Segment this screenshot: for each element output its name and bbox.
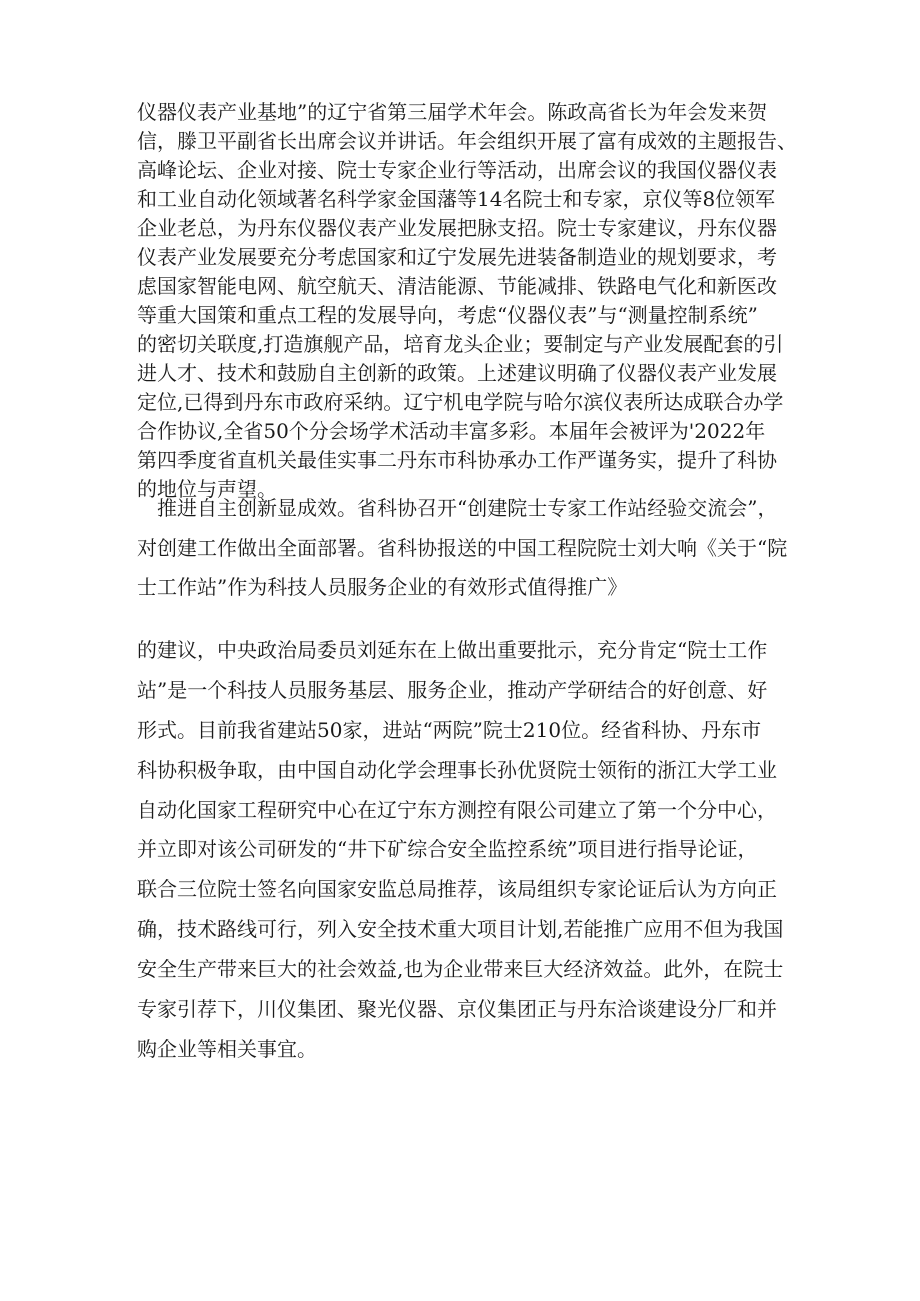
text-line: 的建议，中央政治局委员刘延东在上做出重要批示，充分肯定“院士工作	[137, 638, 768, 662]
text-line: 联合三位院士签名向国家安监总局推荐，该局组织专家论证后认为方向正	[137, 877, 777, 902]
text-line: 企业老总，为丹东仪器仪表产业发展把脉支招。院士专家建议，丹东仪器	[137, 216, 777, 240]
text-line: 定位,已得到丹东市政府采纳。辽宁机电学院与哈尔滨仪表所达成联合办学	[137, 390, 784, 414]
text-line: 形式。目前我省建站50家，进站“两院”院士210位。经省科协、丹东市	[137, 717, 762, 742]
text-line: 士工作站”作为科技人员服务企业的有效形式值得推广》	[137, 575, 628, 600]
text-line: 科协积极争取，由中国自动化学会理事长孙优贤院士领衔的浙江大学工业	[137, 757, 777, 782]
text-line: 推进自主创新显成效。省科协召开“创建院士专家工作站经验交流会”，	[157, 496, 778, 520]
text-line: 购企业等相关事宜。	[137, 1036, 317, 1061]
text-line: 合作协议,全省50个分会场学术活动丰富多彩。本届年会被评为'2022年	[137, 419, 766, 443]
text-line: 确，技术路线可行，列入安全技术重大项目计划,若能推广应用不但为我国	[137, 917, 784, 942]
text-line: 专家引荐下，川仪集团、聚光仪器、京仪集团正与丹东洽谈建设分厂和并	[137, 997, 777, 1022]
text-line: 的密切关联度,打造旗舰产品，培育龙头企业；要制定与产业发展配套的引	[137, 332, 784, 356]
text-line: 仪器仪表产业基地”的辽宁省第三届学术年会。陈政高省长为年会发来贺	[137, 100, 768, 124]
text-line: 仪表产业发展要充分考虑国家和辽宁发展先进装备制造业的规划要求，考	[137, 245, 777, 269]
paragraph-innovation-intro	[137, 489, 801, 608]
text-line: 信，滕卫平副省长出席会议并讲话。年会组织开展了富有成效的主题报告、	[137, 129, 797, 153]
text-line: 高峰论坛、企业对接、院士专家企业行等活动，出席会议的我国仪器仪表	[137, 158, 777, 182]
text-line: 的地位与声望。	[137, 477, 277, 501]
text-line: 站”是一个科技人员服务基层、服务企业，推动产学研结合的好创意、好	[137, 677, 768, 702]
text-line: 自动化国家工程研究中心在辽宁东方测控有限公司建立了第一个分中心，	[137, 797, 777, 822]
paragraph-annual-meeting	[137, 98, 801, 504]
text-line: 安全生产带来巨大的社会效益,也为企业带来巨大经济效益。此外，在院士	[137, 957, 784, 982]
paragraph-academician-station	[137, 631, 801, 1070]
text-line: 并立即对该公司研发的“井下矿综合安全监控系统”项目进行指导论证，	[137, 837, 758, 862]
text-line: 和工业自动化领域著名科学家金国藩等14名院士和专家，京仪等8位领军	[137, 187, 776, 211]
text-line: 虑国家智能电网、航空航天、清洁能源、节能减排、铁路电气化和新医改	[137, 274, 777, 298]
text-line: 等重大国策和重点工程的发展导向，考虑“仪器仪表”与“测量控制系统”	[137, 303, 758, 327]
text-line: 第四季度省直机关最佳实事二丹东市科协承办工作严谨务实，提升了科协	[137, 448, 777, 472]
text-line: 对创建工作做出全面部署。省科协报送的中国工程院院士刘大响《关于“院	[137, 535, 788, 560]
text-line: 进人才、技术和鼓励自主创新的政策。上述建议明确了仪器仪表产业发展	[137, 361, 777, 385]
